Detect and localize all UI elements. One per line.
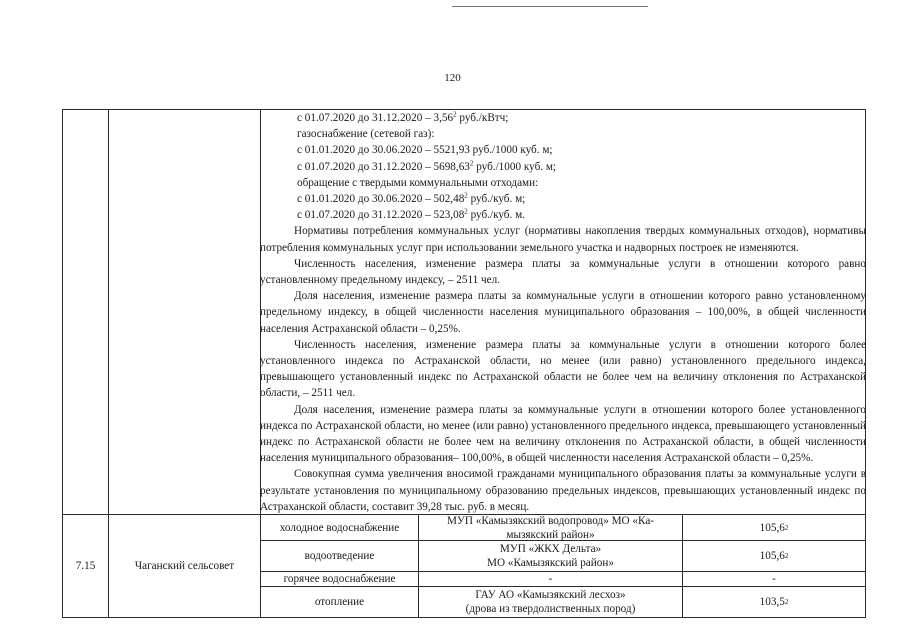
header-rule [452,6,648,7]
service-name: холодное водоснабжение [279,521,400,534]
waste-label: обращение с твердыми коммунальными отходами: [297,176,539,189]
service-name: отопление [314,596,365,608]
service-index: 105,6 2 [759,521,789,534]
population-above-paragraph: Численность населения, изменение размера платы за коммунальные услуги в отношении которого более установленного индекса по Астраханской области, но менее (или равно) установленного предельного индекса, превышающего установленный индекс по Астраханской области не более чем на величину отклонения по Астраханской области, – 2511 чел. [260,338,866,400]
provider-line-2: МО «Камызякский район» [487,557,614,569]
provider-line-1: МУП «ЖКХ Дельта» [499,543,602,555]
service-name: горячее водоснабжение [283,573,396,585]
service-provider [419,541,682,571]
provider-line-2: (дрова из твердолиственных пород) [465,603,636,615]
service-index: 103,5 2 [759,596,789,608]
service-index: 105,6 2 [759,550,789,562]
tariff-text-block [260,110,866,515]
row-number: 7.15 [75,560,96,572]
municipality-name: Чаганский сельсовет [134,560,235,572]
waste-tariff-h2: с 01.07.2020 до 31.12.2020 – 523,08$^2$ руб./куб. м. [297,207,525,222]
page-number: 120 [444,72,461,84]
waste-tariff-h1: с 01.01.2020 до 30.06.2020 – 502,48$^2$ руб./куб. м; [297,191,526,206]
provider-line-2: мызякский район» [506,528,595,541]
norms-paragraph: Нормативы потребления коммунальных услуг (нормативы накопления твердых коммунальных отходов), нормативы потребления коммунальных услуг при использовании земельного участка и надворных построек не изменяются. [260,225,866,254]
share-index-paragraph: Доля населения, изменение размера платы за коммунальные услуги в отношении которого равно установленному предельному индексу, в общей численности населения муниципального образования – 100,00%, в общей численности населения Астраханской области – 0,25%. [260,290,866,335]
electricity-tariff-h2: с 01.07.2020 до 31.12.2020 – 3,56$^2$ руб./кВтч; [297,110,509,124]
gas-tariff-h2: с 01.07.2020 до 31.12.2020 – 5698,63$^2$ руб./1000 куб. м; [297,158,557,173]
population-index-paragraph: Численность населения, изменение размера платы за коммунальные услуги в отношении которого равно установленному предельному индексу, – 2511 чел. [260,257,866,287]
service-provider: - [548,573,553,585]
provider-line-1: ГАУ АО «Камызякский лесхоз» [475,589,626,601]
total-sum-paragraph: Совокупная сумма увеличения вносимой гражданами муниципального образования платы за коммунальные услуги в результате установления по муниципальному образованию предельных индексов, превышающих установленный индекс по Астраханской области, составит 39,28 тыс. руб. в месяц. [260,468,866,513]
table-bottom-border [62,617,866,618]
service-provider [419,515,682,540]
share-above-paragraph: Доля населения, изменение размера платы за коммунальные услуги в отношении которого более установленного индекса по Астраханской области, но менее (или равно) установленного предельного индекса, превышающего установленный индекс по Астраханской области не более чем на величину отклонения по Астраханской области, в общей численности населения муниципального образования– 100,00%, в общей численности населения Астраханской области – 0,25%. [260,403,866,465]
service-index: - [772,573,776,585]
provider-line-1: МУП «Камызякский водопровод» МО «Ка- [446,514,655,527]
service-name: водоотведение [304,550,375,562]
gas-tariff-h1: с 01.01.2020 до 30.06.2020 – 5521,93 руб./1000 куб. м; [297,144,553,157]
service-provider [419,587,682,617]
gas-label: газоснабжение (сетевой газ): [297,128,435,141]
